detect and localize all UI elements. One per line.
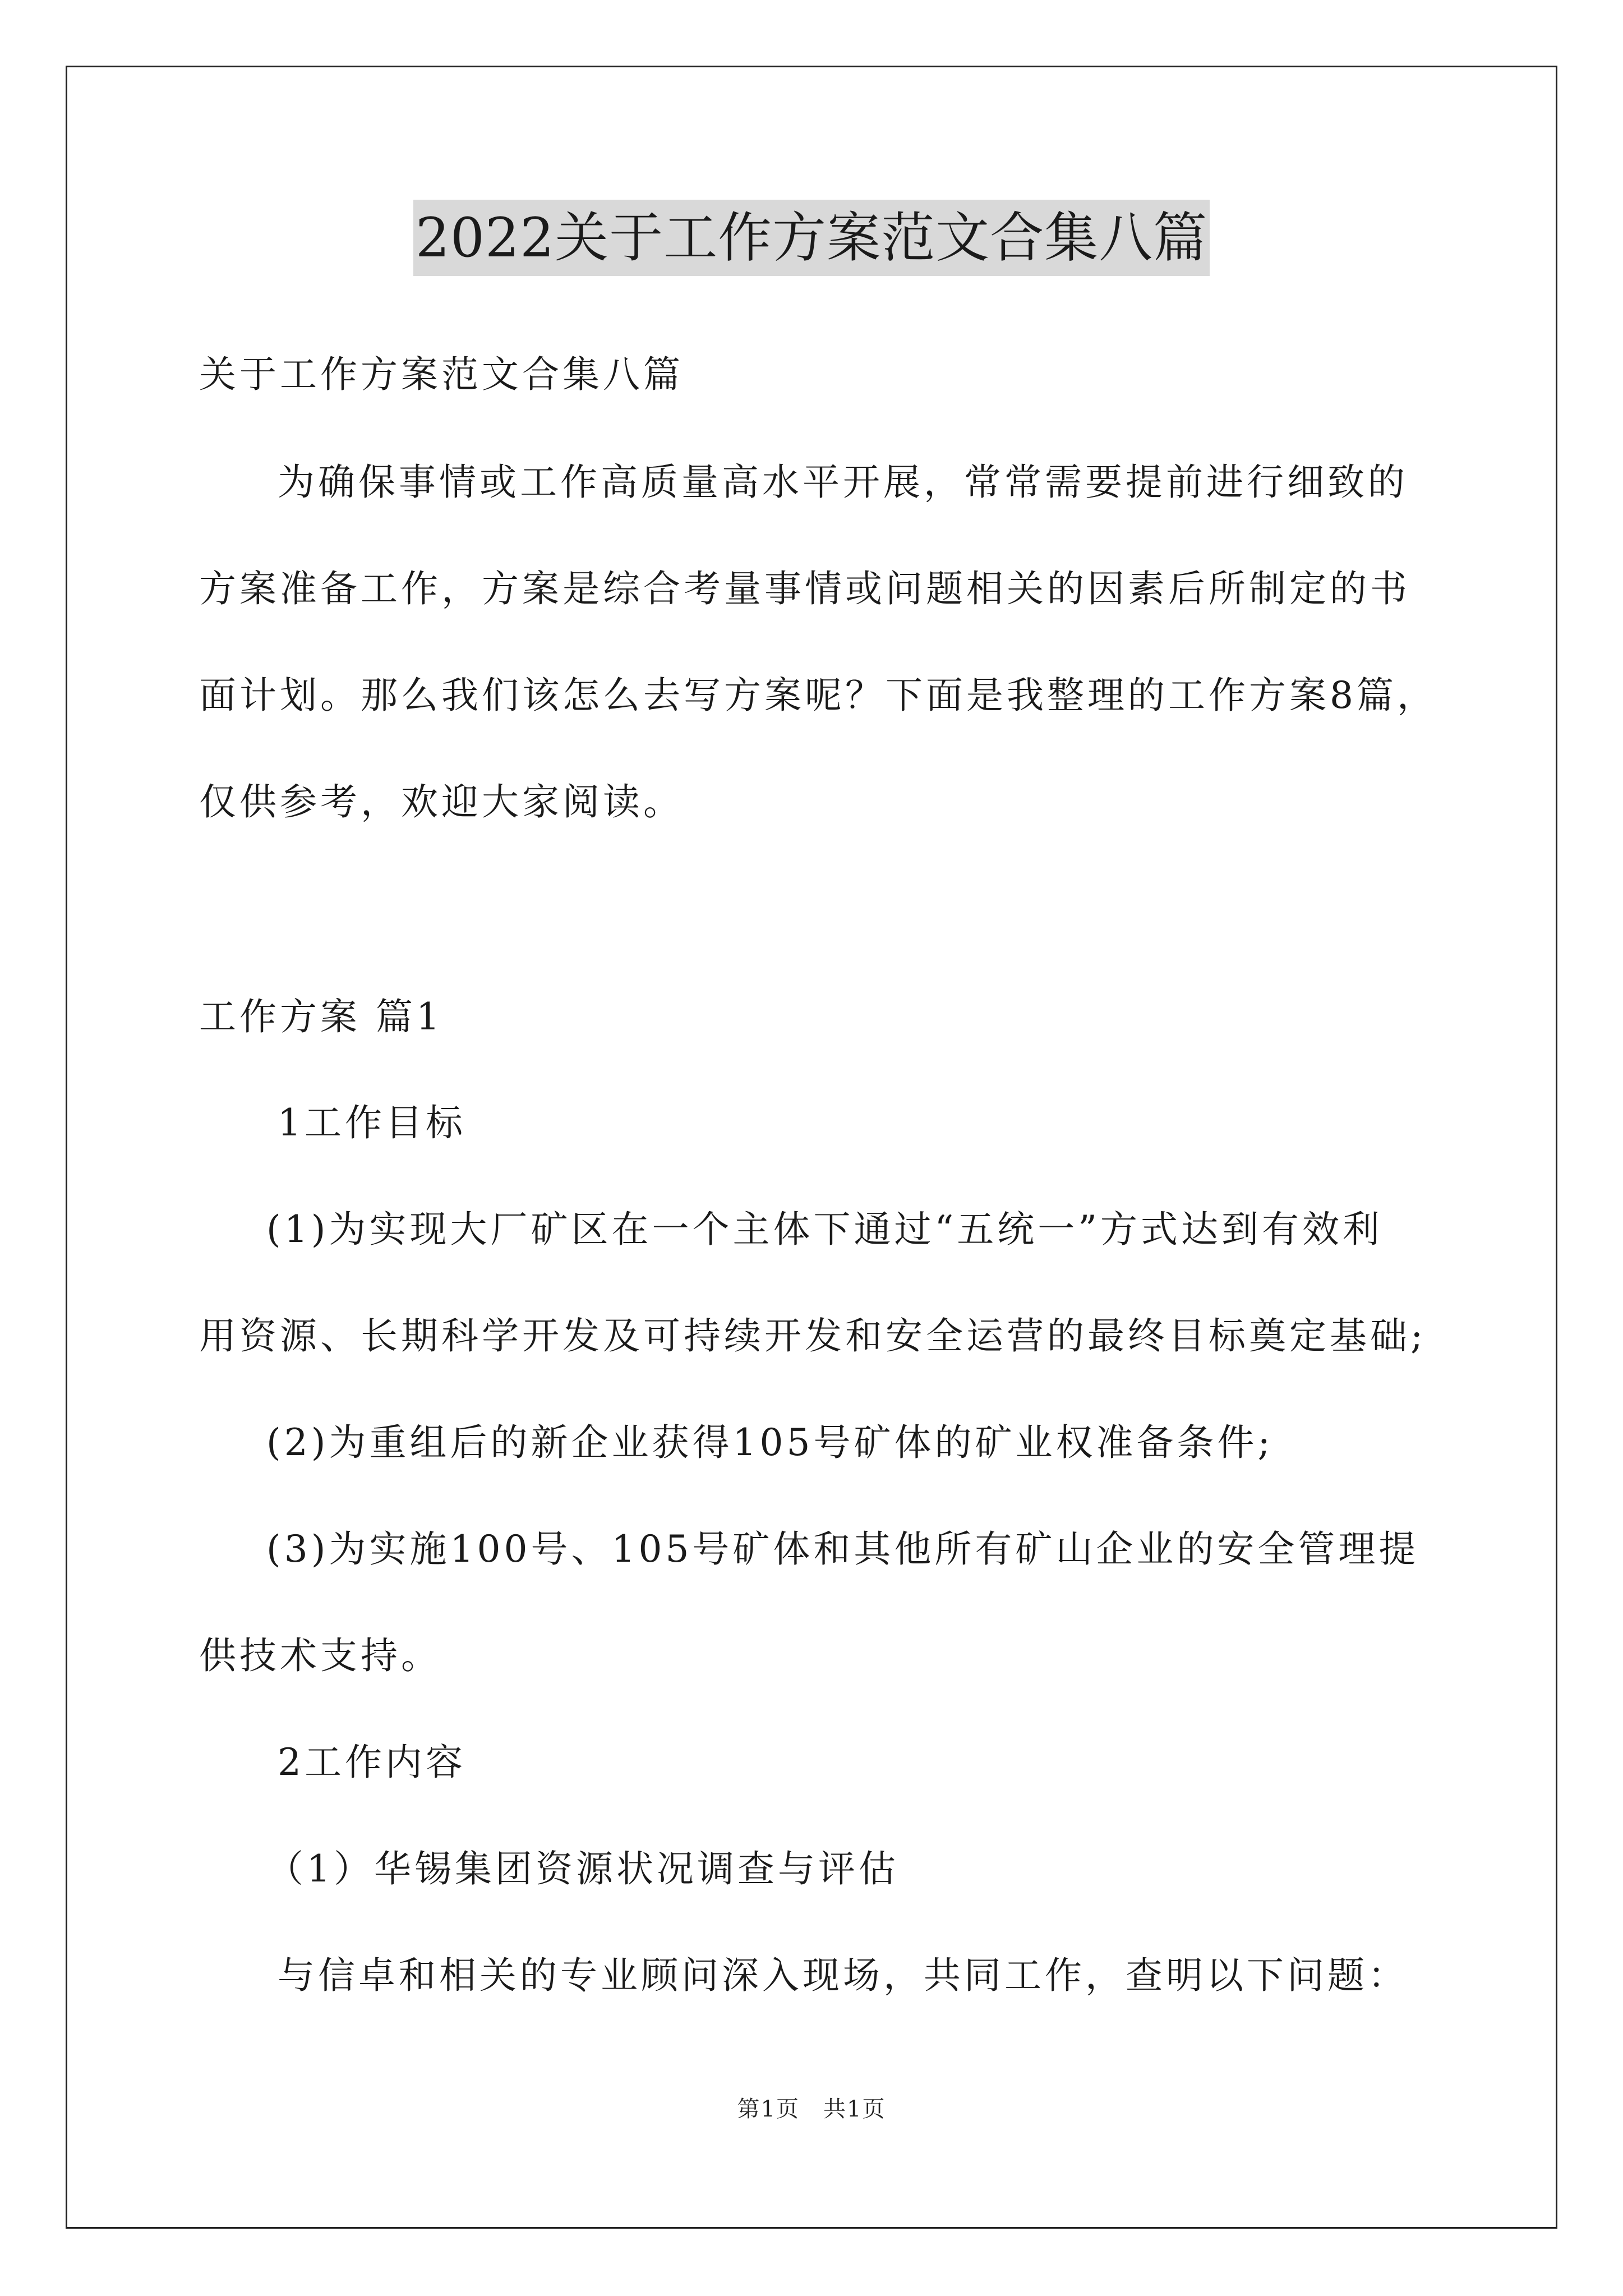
goal-item-1: (1)为实现大厂矿区在一个主体下通过“五统一”方式达到有效利: [266, 1208, 1383, 1251]
content-text: 与信卓和相关的专业顾问深入现场，共同工作，查明以下问题：: [278, 1954, 1408, 1997]
content-heading: 2工作内容: [278, 1741, 466, 1784]
document-title: 2022关于工作方案范文合集八篇: [413, 200, 1210, 276]
goal-item-1-cont: 用资源、长期科学开发及可持续开发和安全运营的最终目标奠定基础;: [199, 1314, 1427, 1358]
section-heading: 工作方案 篇1: [199, 995, 443, 1038]
document-subtitle: 关于工作方案范文合集八篇: [199, 353, 684, 396]
intro-line-1: 为确保事情或工作高质量高水平开展，常常需要提前进行细致的: [278, 461, 1408, 504]
title-container: [0, 200, 1623, 276]
intro-line-2: 方案准备工作，方案是综合考量事情或问题相关的因素后所制定的书: [199, 567, 1410, 610]
goal-heading: 1工作目标: [278, 1101, 466, 1144]
page-footer: 第1页 共1页: [737, 2096, 886, 2122]
intro-line-4: 仅供参考，欢迎大家阅读。: [199, 780, 684, 823]
goal-item-2: (2)为重组后的新企业获得105号矿体的矿业权准备条件;: [266, 1421, 1274, 1464]
content-item-1: （1）华锡集团资源状况调查与评估: [266, 1847, 899, 1890]
intro-line-3: 面计划。那么我们该怎么去写方案呢？下面是我整理的工作方案8篇，: [199, 674, 1437, 717]
goal-item-3-cont: 供技术支持。: [199, 1634, 441, 1677]
goal-item-3: (3)为实施100号、105号矿体和其他所有矿山企业的安全管理提: [266, 1527, 1419, 1571]
